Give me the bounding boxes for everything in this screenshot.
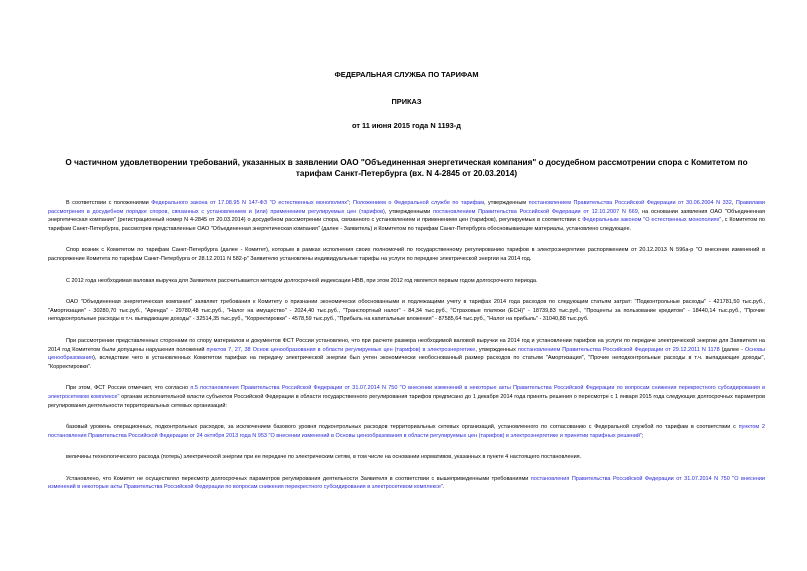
text: При этом, ФСТ России отмечает, что согласно [66, 385, 191, 392]
document-subject: О частичном удовлетворении требований, указанных в заявлении ОАО "Объединенная энергетическая компания" о досудебном рассмотрении спора с Комитетом по тарифам Санкт-Петербурга (вх. N 4-2845 от 20.03.2014) [65, 158, 748, 178]
link-decree-953-p2[interactable]: пунктом 2 постановления Правительства Российской Федерации от 24 октября 2013 года N 953 "О внесении изменений в Основы ценообразования в области регулируемых цен (тарифов) в электроэнергетике и принятии тарифных решений" [48, 424, 765, 439]
text: , на основании заявления ОАО "Объединенная энергетическая компания" (регистрационный номер N 4-2845 от 20.03.2014) о досудебном рассмотрении спора, связанного с установлением и применением цен (тарифов), регулируемых в соответствии с [48, 208, 765, 224]
document-body [48, 199, 765, 492]
paragraph-base-level [48, 423, 765, 440]
paragraph-losses: величины технологического расхода (потерь) электрической энергии при ее передаче по электрическим сетям, в том числе на основании нормативов, указанных в пункте 4 настоящего постановления. [66, 454, 582, 461]
text: , с Комитетом по тарифам Санкт-Петербурга, рассмотрев представленные ОАО "Объединенная энергетическая компания" (далее - Заявитель) и Комитетом по тарифам Санкт-Петербурга обосновывающие материалы, установлено следующее. [48, 217, 765, 232]
text: , [731, 200, 736, 206]
link-decree-1178[interactable]: постановлением Правительства Российской Федерации от 29.12.2011 N 1178 [517, 346, 720, 353]
document-date-number: от 11 июня 2015 года N 1193-д [352, 121, 461, 130]
paragraph-conclusion [48, 475, 765, 492]
paragraph-fst-note [48, 384, 765, 410]
paragraph-legal-basis [48, 199, 765, 233]
text: , утвержденным [484, 200, 529, 206]
text: При рассмотрении представленных сторонами по спору материалов и документов ФСТ России установлено, что при расчете размера необходимой валовой выручки на 2014 год и установлении тарифов на услуги по передаче электрической энергии для Заявителя на 2014 год Комитетом были допущены нарушения положений [48, 337, 765, 353]
document-type: ПРИКАЗ [391, 97, 422, 106]
text: , утвержденными [384, 208, 433, 215]
link-fst-regulation[interactable]: Положением о Федеральной службе по тарифам [353, 200, 484, 206]
link-dispute-rules[interactable]: Правилами рассмотрения в досудебном порядке споров, связанных с установлением и (или) применением регулируемых цен (тарифов) [48, 200, 765, 215]
text: В соответствии с положениями [66, 200, 152, 206]
paragraph-dispute: Спор возник с Комитетом по тарифам Санкт-Петербурга (далее - Комитет), которым в рамках исполнения своих полномочий по государственному регулированию тарифов в электроэнергетике распоряжением от 20.12.2013 N 596а-р "О внесении изменений в распоряжение Комитета по тарифам Санкт-Петербурга от 28.12.2011 N 582-р" Заявителю установлены индивидуальные тарифы на услуги по передаче электрической энергии на 2014 год. [48, 247, 765, 262]
text: ; [348, 200, 354, 206]
link-pricing-basics[interactable]: Основы ценообразования [48, 346, 765, 362]
text: , утвержденных [475, 346, 518, 353]
text: . [442, 484, 445, 491]
text: Установлено, что Комитет не осуществлял пересмотр долгосрочных параметров регулирования деятельности Заявителя в соответствии с вышеприведенными требованиями [66, 475, 531, 482]
paragraph-method: С 2012 года необходимая валовая выручка для Заявителя рассчитывается методом долгосрочной индексации НВВ, при этом 2012 год является первым годом долгосрочного периода. [66, 277, 538, 284]
agency-title: ФЕДЕРАЛЬНАЯ СЛУЖБА ПО ТАРИФАМ [334, 70, 479, 79]
link-decree-669[interactable]: постановлением Правительства Российской Федерации от 12.10.2007 N 669 [433, 208, 638, 215]
text: (далее - [719, 346, 745, 353]
link-monopolies-law[interactable]: Федеральным законом "О естественных монополиях" [582, 217, 722, 224]
link-decree-332[interactable]: постановлением Правительства Российской Федерации от 30.06.2004 N 332 [528, 200, 732, 206]
text: ), вследствие чего в установленных Комитетом тарифах на передачу электрической энергии был учтен экономически необоснованный размер расходов по статьям "Амортизация", "Прочие неподконтрольные расходы в т.ч. выпадающие доходы", "Корректировки". [48, 355, 765, 370]
text: ; [641, 432, 644, 439]
text: органам исполнительной власти субъектов Российской Федерации в области государственного регулирования тарифов предписано до 1 декабря 2014 года принять решения о пересмотре с 1 января 2015 года следующих долгосрочных параметров регулирования деятельности территориальных сетевых организаций: [48, 393, 766, 409]
link-pricing-basics-points[interactable]: пунктов 7, 27, 38 Основ ценообразования в области регулируемых цен (тарифов) в электроэнергетике [206, 346, 476, 353]
paragraph-claims: ОАО "Объединенная энергетическая компания" заявляет требования к Комитету о признании экономически обоснованными и подлежащими учету в тарифах 2014 года расходов по следующим статьям затрат: "Подконтрольные расходы" - 421781,50 тыс.руб., "Амортизация" - 30280,70 тыс.руб., "Аренда" - 29780,48 тыс.руб., "Налог на имущество" - 2024,40 тыс.руб., "Транспортный налог" - 84,34 тыс.руб., "Страховые платежи (ЕСН)" - 18739,83 тыс.руб., "Проценты за пользование кредитом" - 18440,14 тыс.руб., "Прочие неподконтрольные расходы в т.ч. выпадающие доходы" - 32514,35 тыс.руб., "Корректировки" - 4578,59 тыс.руб., "Прибыль на капитальные вложения" - 87585,64 тыс.руб., "Налог на прибыль" - 31040,88 тыс.руб. [48, 299, 765, 323]
text: базовый уровень операционных, подконтрольных расходов, за исключением базового уровня подконтрольных расходов территориальных сетевых организаций, установленного по согласованию с Федеральной службой по тарифам в соответствии с [66, 424, 739, 431]
link-federal-law-147[interactable]: Федерального закона от 17.08.95 N 147-ФЗ "О естественных монополиях" [151, 200, 349, 206]
paragraph-findings [48, 337, 765, 371]
link-decree-750[interactable]: постановления Правительства Российской Федерации от 31.07.2014 N 750 "О внесении изменений в некоторые акты Правительства Российской Федерации по вопросам снижения перекрестного субсидирования в электросетевом комплексе" [48, 475, 765, 491]
link-decree-750-p5[interactable]: п.5 постановления Правительства Российской Федерации от 31.07.2014 N 750 "О внесении изменений в некоторые акты Правительства Российской Федерации по вопросам снижения перекрестного субсидирования в электросетевом комплексе" [48, 385, 765, 400]
